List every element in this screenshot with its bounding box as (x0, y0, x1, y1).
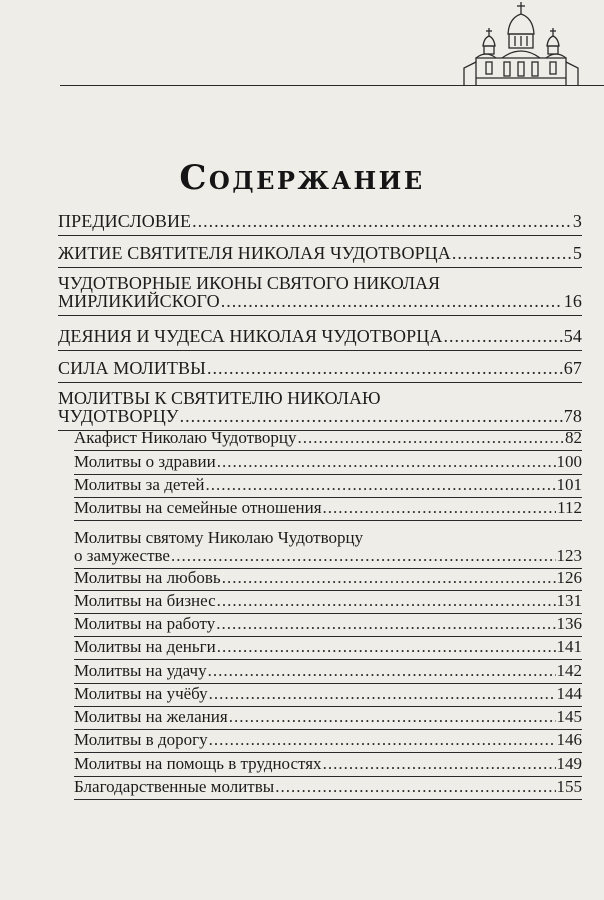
toc-entry[interactable] (74, 568, 582, 588)
toc-entry[interactable] (74, 591, 582, 611)
toc-entry-underline (58, 267, 582, 268)
toc-page-number: 142 (556, 660, 582, 680)
toc-leader-dots (275, 777, 555, 797)
toc-entry[interactable] (58, 406, 582, 427)
toc-leader-dots (452, 243, 572, 264)
toc-leader-dots (222, 568, 556, 588)
toc-entry-title: Молитвы на желания (74, 706, 228, 726)
toc-entry-underline (74, 799, 582, 800)
toc-entry-title: Молитвы на деньги (74, 636, 216, 656)
toc-leader-dots (217, 637, 556, 657)
toc-entry[interactable] (74, 452, 582, 472)
toc-entry[interactable] (58, 243, 582, 264)
toc-page-number: 144 (556, 683, 582, 703)
toc-entry[interactable] (74, 614, 582, 634)
toc-page-number: 16 (563, 291, 582, 312)
toc-entry-title: Молитвы на бизнес (74, 590, 216, 610)
toc-entry[interactable] (74, 707, 582, 727)
toc-entry[interactable] (74, 684, 582, 704)
toc-leader-dots (209, 730, 556, 750)
toc-entry-title: Молитвы за детей (74, 474, 205, 494)
toc-leader-dots (216, 614, 555, 634)
toc-leader-dots (205, 475, 555, 495)
toc-page-number: 145 (556, 706, 582, 726)
toc-leader-dots (192, 211, 572, 232)
toc-entry-title: Молитвы на работу (74, 613, 216, 633)
toc-entry-underline (74, 520, 582, 521)
toc-entry[interactable] (74, 498, 582, 518)
toc-entry-title: Благодарственные молитвы (74, 776, 275, 796)
toc-entry-title: Молитвы на любовь (74, 567, 221, 587)
toc-leader-dots (443, 326, 562, 347)
toc-page-number: 5 (572, 243, 582, 264)
toc-page-number: 123 (556, 545, 582, 565)
toc-entry-title: Акафист Николаю Чудотворцу (74, 427, 297, 447)
toc-entry[interactable] (74, 428, 582, 448)
toc-leader-dots (208, 661, 556, 681)
toc-entry-title: Молитвы в дорогу (74, 729, 208, 749)
toc-entry-title: МИРЛИКИЙСКОГО (58, 291, 220, 312)
toc-entry-title: Молитвы на учёбу (74, 683, 208, 703)
toc-page-number: 126 (556, 567, 582, 587)
toc-leader-dots (207, 358, 563, 379)
toc-list (58, 0, 582, 900)
toc-page-number: 155 (556, 776, 582, 796)
toc-page-number: 131 (556, 590, 582, 610)
toc-leader-dots (217, 591, 556, 611)
toc-entry-underline (58, 315, 582, 316)
toc-entry[interactable] (74, 661, 582, 681)
toc-entry-title: СИЛА МОЛИТВЫ (58, 358, 206, 379)
toc-entry-line1: МОЛИТВЫ К СВЯТИТЕЛЮ НИКОЛАЮ (58, 387, 381, 408)
toc-leader-dots (229, 707, 556, 727)
toc-page-number: 82 (565, 427, 582, 447)
toc-entry[interactable] (74, 637, 582, 657)
toc-entry[interactable] (74, 546, 582, 566)
toc-entry-title: ЖИТИЕ СВЯТИТЕЛЯ НИКОЛАЯ ЧУДОТВОРЦА (58, 243, 451, 264)
toc-page-number: 3 (572, 211, 582, 232)
toc-page-number: 141 (556, 636, 582, 656)
toc-entry-underline (58, 382, 582, 383)
toc-entry-title: Молитвы о здравии (74, 451, 216, 471)
toc-leader-dots (171, 546, 556, 566)
toc-page-number: 146 (556, 729, 582, 749)
toc-entry[interactable] (74, 475, 582, 495)
toc-leader-dots (209, 684, 556, 704)
toc-entry-title: ДЕЯНИЯ И ЧУДЕСА НИКОЛАЯ ЧУДОТВОРЦА (58, 326, 443, 347)
toc-entry-title: ЧУДОТВОРЦУ (58, 406, 179, 427)
toc-entry-title: Молитвы на помощь в трудностях (74, 753, 322, 773)
toc-leader-dots (323, 498, 557, 518)
page-title: Содержание (179, 158, 425, 198)
toc-entry-line1: ЧУДОТВОРНЫЕ ИКОНЫ СВЯТОГО НИКОЛАЯ (58, 272, 441, 293)
toc-leader-dots (323, 754, 556, 774)
toc-leader-dots (221, 291, 563, 312)
toc-page-number: 112 (557, 497, 582, 517)
toc-leader-dots (217, 452, 556, 472)
toc-entry[interactable] (58, 211, 582, 232)
toc-entry[interactable] (74, 730, 582, 750)
toc-entry-title: Молитвы на семейные отношения (74, 497, 322, 517)
toc-entry[interactable] (74, 754, 582, 774)
toc-entry-line1: Молитвы святому Николаю Чудотворцу (74, 527, 364, 547)
toc-page-number: 101 (556, 474, 582, 494)
toc-page-number: 67 (563, 358, 582, 379)
toc-page-number: 78 (563, 406, 582, 427)
toc-entry[interactable] (74, 777, 582, 797)
toc-page-number: 100 (556, 451, 582, 471)
toc-leader-dots (298, 428, 564, 448)
toc-entry-underline (58, 350, 582, 351)
toc-page-number: 136 (556, 613, 582, 633)
toc-page-number: 54 (563, 326, 582, 347)
toc-entry-title: о замужестве (74, 545, 170, 565)
toc-entry-title: ПРЕДИСЛОВИЕ (58, 211, 192, 232)
toc-entry-underline (58, 235, 582, 236)
toc-entry-title: Молитвы на удачу (74, 660, 207, 680)
toc-entry[interactable] (58, 326, 582, 347)
toc-entry[interactable] (58, 358, 582, 379)
toc-entry[interactable] (58, 291, 582, 312)
toc-leader-dots (180, 406, 563, 427)
toc-page-number: 149 (556, 753, 582, 773)
